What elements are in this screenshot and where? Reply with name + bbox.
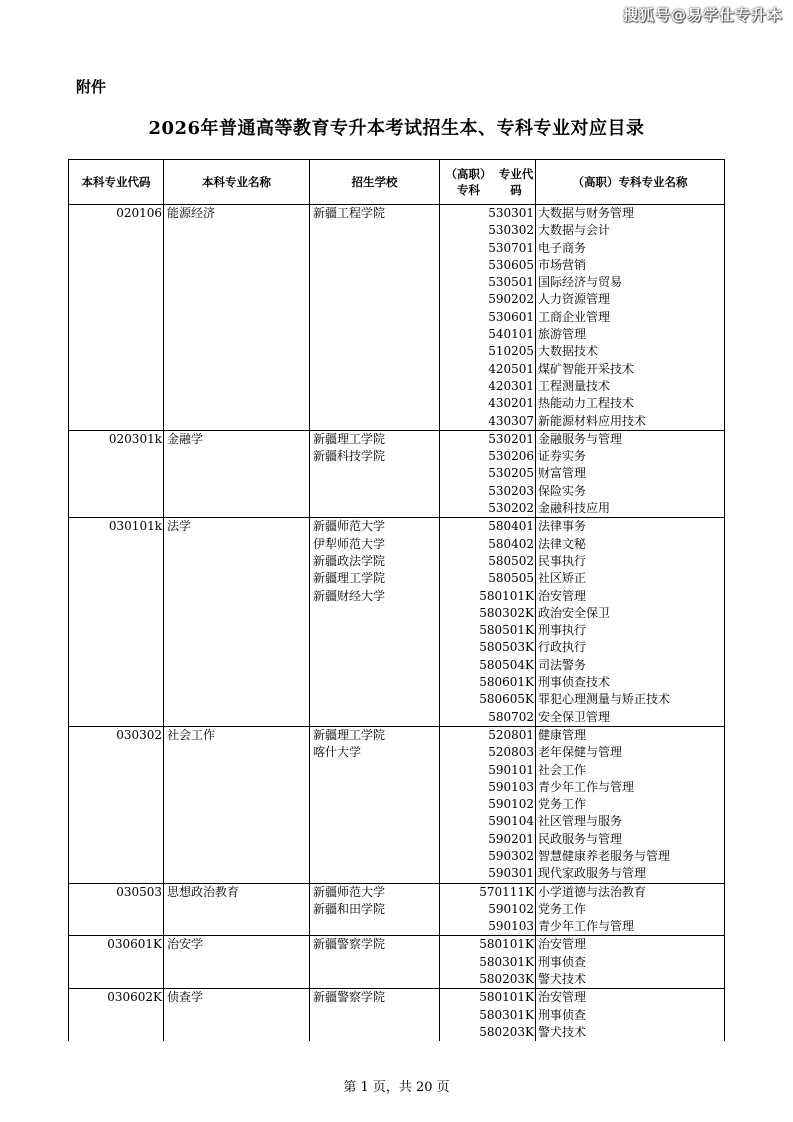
vocational-name: 刑事侦查 bbox=[538, 954, 587, 969]
vocational-code-cell bbox=[440, 205, 536, 430]
table-group bbox=[69, 727, 724, 884]
school-name: 喀什大学 bbox=[313, 745, 362, 760]
vocational-code-cell bbox=[440, 518, 536, 726]
vocational-code: 420301 bbox=[488, 378, 534, 393]
school-cell bbox=[310, 727, 440, 883]
vocational-name: 大数据与财务管理 bbox=[538, 206, 635, 220]
undergrad-name: 社会工作 bbox=[167, 727, 216, 742]
vocational-name: 金融服务与管理 bbox=[538, 431, 623, 446]
attachment-label: 附件 bbox=[76, 78, 107, 96]
table-group bbox=[69, 884, 724, 937]
vocational-name: 煤矿智能开采技术 bbox=[538, 361, 635, 376]
vocational-code: 430307 bbox=[488, 413, 534, 428]
school-name: 新疆师范大学 bbox=[313, 519, 386, 534]
vocational-name: 安全保卫管理 bbox=[538, 709, 611, 724]
school-cell bbox=[310, 936, 440, 988]
vocational-code: 590102 bbox=[488, 901, 534, 916]
vocational-code: 580402 bbox=[488, 536, 534, 551]
vocational-code: 580702 bbox=[488, 709, 534, 724]
vocational-name: 刑事执行 bbox=[538, 623, 587, 638]
table-group bbox=[69, 431, 724, 518]
vocational-name: 法律事务 bbox=[538, 519, 587, 534]
vocational-name: 国际经济与贸易 bbox=[538, 275, 623, 290]
header-vocational-name bbox=[536, 160, 724, 204]
vocational-code: 580302K bbox=[479, 605, 534, 620]
undergrad-code-cell bbox=[69, 727, 164, 883]
vocational-code: 580301K bbox=[479, 954, 534, 969]
vocational-name: 热能动力工程技术 bbox=[538, 396, 635, 411]
undergrad-code-cell bbox=[69, 936, 164, 988]
header-vocational-code-line1: （高职）专科 bbox=[445, 167, 492, 197]
vocational-code: 590102 bbox=[488, 797, 534, 812]
vocational-code: 430201 bbox=[488, 396, 534, 411]
vocational-code: 510205 bbox=[488, 344, 534, 359]
vocational-name: 治安管理 bbox=[538, 588, 587, 603]
vocational-code-cell bbox=[440, 727, 536, 883]
vocational-name: 人力资源管理 bbox=[538, 292, 611, 307]
undergrad-name: 侦查学 bbox=[167, 990, 204, 1005]
school-name: 新疆理工学院 bbox=[313, 727, 386, 742]
table-group bbox=[69, 989, 724, 1041]
vocational-name: 司法警务 bbox=[538, 657, 587, 672]
vocational-code: 580504K bbox=[479, 657, 534, 672]
school-name: 新疆理工学院 bbox=[313, 431, 386, 446]
vocational-name: 证券实务 bbox=[538, 449, 587, 464]
vocational-code: 580502 bbox=[488, 553, 534, 568]
page-title: 2026年普通高等教育专升本考试招生本、专科专业对应目录 bbox=[148, 118, 645, 139]
vocational-name: 现代家政服务与管理 bbox=[538, 866, 647, 881]
vocational-name: 保险实务 bbox=[538, 483, 587, 498]
school-name: 伊犁师范大学 bbox=[313, 536, 386, 551]
vocational-code-cell bbox=[440, 431, 536, 517]
undergrad-code-cell bbox=[69, 205, 164, 430]
vocational-code: 590301 bbox=[488, 866, 534, 881]
vocational-code: 420501 bbox=[488, 361, 534, 376]
undergrad-name-cell bbox=[164, 518, 310, 726]
vocational-code: 580601K bbox=[479, 675, 534, 690]
undergrad-name-cell bbox=[164, 205, 310, 430]
vocational-name-cell bbox=[536, 727, 724, 883]
vocational-code: 530202 bbox=[488, 501, 534, 516]
undergrad-name-cell bbox=[164, 884, 310, 936]
watermark: 搜狐号@易学仕专升本 bbox=[622, 6, 783, 24]
header-vocational-name-line1: （高职）专科 bbox=[572, 175, 642, 189]
undergrad-name-cell bbox=[164, 431, 310, 517]
vocational-code: 580203K bbox=[479, 1024, 534, 1039]
vocational-name: 党务工作 bbox=[538, 901, 587, 916]
vocational-name: 大数据与会计 bbox=[538, 223, 611, 238]
table-group bbox=[69, 205, 724, 431]
vocational-name: 青少年工作与管理 bbox=[538, 779, 635, 794]
school-name: 新疆警察学院 bbox=[313, 937, 386, 952]
undergrad-name-cell bbox=[164, 936, 310, 988]
vocational-code: 520803 bbox=[488, 745, 534, 760]
vocational-name: 市场营销 bbox=[538, 257, 587, 272]
vocational-name: 民政服务与管理 bbox=[538, 831, 623, 846]
vocational-name: 大数据技术 bbox=[538, 344, 599, 359]
undergrad-name: 治安学 bbox=[167, 937, 204, 952]
vocational-code: 580505 bbox=[488, 571, 534, 586]
vocational-name: 电子商务 bbox=[538, 240, 587, 255]
vocational-code-cell bbox=[440, 989, 536, 1041]
vocational-code: 530605 bbox=[488, 257, 534, 272]
vocational-name: 警犬技术 bbox=[538, 1024, 587, 1039]
vocational-name: 刑事侦查 bbox=[538, 1007, 587, 1022]
undergrad-code: 030602K bbox=[107, 990, 162, 1005]
vocational-name: 治安管理 bbox=[538, 937, 587, 952]
vocational-name: 民事执行 bbox=[538, 553, 587, 568]
vocational-code: 530201 bbox=[488, 431, 534, 446]
school-name: 新疆理工学院 bbox=[313, 571, 386, 586]
undergrad-name: 能源经济 bbox=[167, 206, 216, 220]
vocational-name: 健康管理 bbox=[538, 727, 587, 742]
vocational-code: 580203K bbox=[479, 972, 534, 987]
vocational-name: 警犬技术 bbox=[538, 972, 587, 987]
vocational-code: 590201 bbox=[488, 831, 534, 846]
vocational-name: 工程测量技术 bbox=[538, 378, 611, 393]
undergrad-code-cell bbox=[69, 518, 164, 726]
undergrad-code: 030503 bbox=[116, 884, 162, 899]
vocational-name: 法律文秘 bbox=[538, 536, 587, 551]
vocational-name: 旅游管理 bbox=[538, 327, 587, 342]
vocational-name-cell bbox=[536, 431, 724, 517]
undergrad-code: 030302 bbox=[116, 727, 162, 742]
table-group bbox=[69, 936, 724, 989]
vocational-name: 工商企业管理 bbox=[538, 309, 611, 324]
vocational-code: 590202 bbox=[488, 292, 534, 307]
undergrad-code: 030601K bbox=[107, 937, 162, 952]
header-undergrad-code: 本科专业代码 bbox=[69, 160, 164, 204]
vocational-code: 580501K bbox=[479, 623, 534, 638]
vocational-name-cell bbox=[536, 936, 724, 988]
major-table bbox=[68, 159, 725, 1041]
school-cell bbox=[310, 431, 440, 517]
vocational-name: 社区矫正 bbox=[538, 571, 587, 586]
table-header bbox=[69, 159, 724, 205]
vocational-code: 530501 bbox=[488, 275, 534, 290]
vocational-name-cell bbox=[536, 989, 724, 1041]
vocational-code: 580605K bbox=[479, 692, 534, 707]
header-school: 招生学校 bbox=[310, 160, 440, 204]
vocational-name: 财富管理 bbox=[538, 466, 587, 481]
vocational-name: 治安管理 bbox=[538, 990, 587, 1005]
header-undergrad-name: 本科专业名称 bbox=[164, 160, 310, 204]
school-cell bbox=[310, 518, 440, 726]
school-name: 新疆师范大学 bbox=[313, 884, 386, 899]
vocational-code: 590103 bbox=[488, 919, 534, 934]
vocational-code: 580503K bbox=[479, 640, 534, 655]
vocational-name: 社会工作 bbox=[538, 762, 587, 777]
vocational-name: 罪犯心理测量与矫正技术 bbox=[538, 692, 671, 707]
undergrad-code: 020301k bbox=[108, 431, 162, 446]
undergrad-name-cell bbox=[164, 989, 310, 1041]
vocational-code-cell bbox=[440, 884, 536, 936]
vocational-code: 580101K bbox=[479, 588, 534, 603]
undergrad-name-cell bbox=[164, 727, 310, 883]
undergrad-code-cell bbox=[69, 989, 164, 1041]
vocational-code: 530302 bbox=[488, 223, 534, 238]
school-name: 新疆科技学院 bbox=[313, 449, 386, 464]
school-name: 新疆政法学院 bbox=[313, 553, 386, 568]
undergrad-name: 思想政治教育 bbox=[167, 884, 240, 899]
vocational-code: 530203 bbox=[488, 483, 534, 498]
vocational-code-cell bbox=[440, 936, 536, 988]
school-name: 新疆工程学院 bbox=[313, 206, 386, 220]
vocational-code: 530206 bbox=[488, 449, 534, 464]
vocational-name: 党务工作 bbox=[538, 797, 587, 812]
header-vocational-code bbox=[440, 160, 536, 204]
vocational-name: 智慧健康养老服务与管理 bbox=[538, 848, 671, 863]
undergrad-code-cell bbox=[69, 884, 164, 936]
vocational-name-cell bbox=[536, 205, 724, 430]
vocational-name: 老年保健与管理 bbox=[538, 745, 623, 760]
vocational-code: 530205 bbox=[488, 466, 534, 481]
vocational-code: 580301K bbox=[479, 1007, 534, 1022]
vocational-code: 590104 bbox=[488, 814, 534, 829]
vocational-code: 590103 bbox=[488, 779, 534, 794]
undergrad-code: 030101k bbox=[108, 519, 162, 534]
undergrad-code-cell bbox=[69, 431, 164, 517]
vocational-code: 590101 bbox=[488, 762, 534, 777]
vocational-name: 行政执行 bbox=[538, 640, 587, 655]
school-name: 新疆警察学院 bbox=[313, 990, 386, 1005]
undergrad-name: 金融学 bbox=[167, 431, 204, 446]
vocational-code: 580101K bbox=[479, 990, 534, 1005]
vocational-name-cell bbox=[536, 518, 724, 726]
undergrad-code: 020106 bbox=[116, 206, 162, 220]
school-cell bbox=[310, 989, 440, 1041]
vocational-name: 新能源材料应用技术 bbox=[538, 413, 647, 428]
school-cell bbox=[310, 205, 440, 430]
school-name: 新疆和田学院 bbox=[313, 901, 386, 916]
table-body bbox=[69, 205, 724, 1041]
vocational-code: 530301 bbox=[488, 206, 534, 220]
vocational-code: 580101K bbox=[479, 937, 534, 952]
vocational-name: 政治安全保卫 bbox=[538, 605, 611, 620]
vocational-code: 520801 bbox=[488, 727, 534, 742]
vocational-code: 540101 bbox=[488, 327, 534, 342]
vocational-code: 530701 bbox=[488, 240, 534, 255]
table-group bbox=[69, 518, 724, 727]
undergrad-name: 法学 bbox=[167, 519, 192, 534]
vocational-name: 金融科技应用 bbox=[538, 501, 611, 516]
vocational-code: 590302 bbox=[488, 848, 534, 863]
school-name: 新疆财经大学 bbox=[313, 588, 386, 603]
vocational-name: 青少年工作与管理 bbox=[538, 919, 635, 934]
vocational-code: 570111K bbox=[479, 884, 534, 899]
header-vocational-name-line2: 专业名称 bbox=[641, 175, 688, 189]
page-footer: 第 1 页，共 20 页 bbox=[343, 1080, 450, 1095]
vocational-name: 刑事侦查技术 bbox=[538, 675, 611, 690]
vocational-name: 小学道德与法治教育 bbox=[538, 884, 647, 899]
vocational-name: 社区管理与服务 bbox=[538, 814, 623, 829]
header-vocational-code-line2: 专业代码 bbox=[498, 167, 534, 197]
vocational-code: 580401 bbox=[488, 519, 534, 534]
vocational-code: 530601 bbox=[488, 309, 534, 324]
vocational-name-cell bbox=[536, 884, 724, 936]
school-cell bbox=[310, 884, 440, 936]
